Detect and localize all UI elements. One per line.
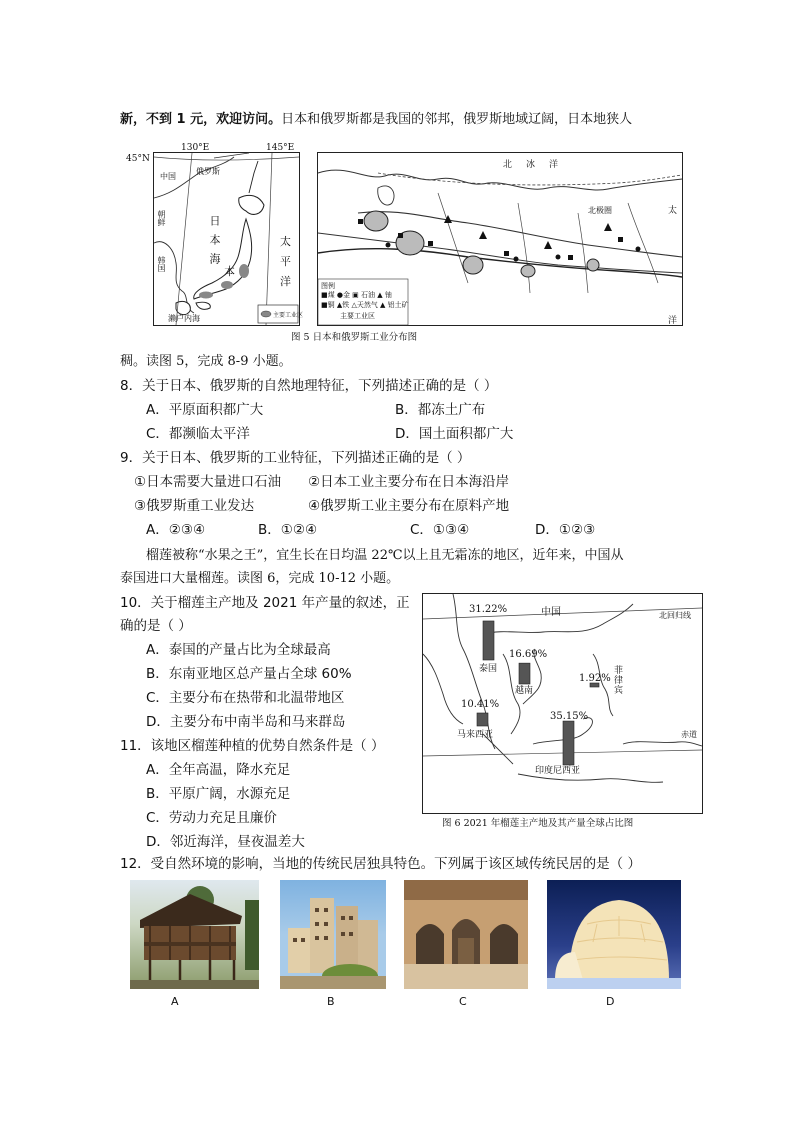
q8-option-c[interactable]: C．都濒临太平洋 — [146, 426, 250, 442]
q11-option-a[interactable]: A．全年高温，降水充足 — [146, 762, 291, 778]
label-honshu: 本 — [224, 265, 235, 278]
category-label-2: 菲 律 宾 — [614, 666, 624, 696]
intro-rest: 日本和俄罗斯都是我国的邻邦，俄罗斯地域辽阔，日本地狭人 — [281, 112, 633, 127]
value-label-0: 31.22% — [469, 604, 508, 615]
legend-title: 图例 — [321, 282, 335, 290]
q9-option-a[interactable]: A．②③④ — [146, 522, 206, 538]
label-lon2: 145°E — [266, 143, 295, 153]
label-lon1: 130°E — [181, 143, 210, 153]
label-korea1: 朝鲜 — [157, 210, 166, 226]
q8-option-b[interactable]: B．都冻土广布 — [395, 402, 486, 418]
label-equator: 赤道 — [681, 730, 697, 739]
q9-statement-4: ④俄罗斯工业主要分布在原料产地 — [308, 498, 510, 514]
label-russia: 俄罗斯 — [196, 167, 220, 176]
q10-option-a[interactable]: A．泰国的产量占比为全球最高 — [146, 642, 331, 658]
photo-a-stilt-house[interactable] — [130, 880, 259, 989]
fig6-caption: 图 6 2021 年榴莲主产地及其产量全球占比图 — [442, 818, 634, 829]
photo-a-label: A — [171, 995, 179, 1008]
category-label-4: 印度尼西亚 — [535, 766, 581, 776]
label-pacific2: 平 — [280, 255, 291, 268]
q10-option-d[interactable]: D．主要分布中南半岛和马来群岛 — [146, 714, 346, 730]
label-pacific1: 太 — [280, 235, 291, 248]
passage-line1: 榴莲被称“水果之王”，宜生长在日均温 22℃以上且无霜冻的地区，近年来，中国从 — [146, 548, 624, 563]
label-arctic: 北冰洋 — [503, 160, 573, 170]
bar-1 — [519, 663, 530, 684]
legend-row3: 主要工业区 — [340, 312, 375, 320]
q9-statement-2: ②日本工业主要分布在日本海沿岸 — [308, 474, 510, 490]
photo-c-label: C — [459, 995, 467, 1008]
intro-continued: 稠。读图 5，完成 8-9 小题。 — [120, 354, 292, 369]
q8-stem: 8．关于日本、俄罗斯的自然地理特征，下列描述正确的是（ ） — [120, 378, 498, 394]
bar-4 — [563, 721, 574, 765]
value-label-1: 16.69% — [509, 649, 548, 660]
bar-3 — [477, 713, 488, 726]
legend-row2: ■铜 ▲铁 △天然气 ▲ 铝土矿 — [321, 301, 409, 309]
label-tai: 太 — [668, 206, 678, 216]
photo-b-mud-buildings[interactable] — [280, 880, 386, 989]
q11-option-b[interactable]: B．平原广阔，水源充足 — [146, 786, 291, 802]
photo-d-label: D — [606, 995, 615, 1008]
q11-option-d[interactable]: D．邻近海洋，昼夜温差大 — [146, 834, 305, 850]
value-label-3: 10.41% — [461, 699, 500, 710]
q8-option-a[interactable]: A．平原面积都广大 — [146, 402, 264, 418]
label-korea2: 韩国 — [157, 256, 166, 272]
label-china: 中国 — [160, 172, 176, 181]
q9-option-c[interactable]: C．①③④ — [410, 522, 470, 538]
value-label-4: 35.15% — [550, 711, 589, 722]
bar-0 — [483, 621, 494, 660]
q9-stem: 9．关于日本、俄罗斯的工业特征，下列描述正确的是（ ） — [120, 450, 471, 466]
q8-option-d[interactable]: D．国土面积都广大 — [395, 426, 514, 442]
legend-row1: ■煤 ●金 ▣ 石油 ▲ 铀 — [321, 291, 392, 299]
label-pacific3: 洋 — [280, 275, 291, 288]
label-tropic: 北回归线 — [659, 611, 691, 620]
label-sea: 日本海 — [208, 215, 221, 272]
label-china: 中国 — [541, 607, 561, 618]
fig5-caption: 图 5 日本和俄罗斯工业分布图 — [291, 332, 418, 343]
passage-line2: 泰国进口大量榴莲。读图 6，完成 10-12 小题。 — [120, 571, 400, 586]
q10-option-c[interactable]: C．主要分布在热带和北温带地区 — [146, 690, 345, 706]
q9-option-d[interactable]: D．①②③ — [535, 522, 596, 538]
label-lat: 45°N — [126, 154, 150, 164]
q9-option-b[interactable]: B．①②④ — [258, 522, 318, 538]
russia-map — [317, 152, 683, 326]
photo-b-label: B — [327, 995, 335, 1008]
q10-stem-1: 10．关于榴莲主产地及 2021 年产量的叙述，正 — [120, 595, 410, 611]
q9-statement-1: ①日本需要大量进口石油 — [134, 474, 282, 490]
label-setonaikai: 濑户内海 — [168, 314, 200, 323]
japan-map — [153, 152, 304, 326]
category-label-0: 泰国 — [479, 664, 498, 674]
intro-line — [120, 108, 632, 127]
q10-option-b[interactable]: B．东南亚地区总产量占全球 60% — [146, 666, 352, 682]
intro-bold: 新，不到 1 元，欢迎访问。 — [120, 112, 282, 127]
label-arctic-circle: 北极圈 — [588, 206, 612, 215]
q9-statement-3: ③俄罗斯重工业发达 — [134, 498, 255, 514]
q11-stem: 11．该地区榴莲种植的优势自然条件是（ ） — [120, 738, 385, 754]
category-label-1: 越南 — [515, 686, 534, 696]
label-yang: 洋 — [668, 316, 678, 326]
q10-stem-2: 确的是（ ） — [120, 618, 192, 634]
q12-stem: 12．受自然环境的影响，当地的传统民居独具特色。下列属于该区域传统民居的是（ ） — [120, 856, 641, 872]
photo-d-igloo[interactable] — [547, 880, 681, 989]
durian-map — [422, 593, 703, 814]
q11-option-c[interactable]: C．劳动力充足且廉价 — [146, 810, 277, 826]
category-label-3: 马来西亚 — [457, 730, 494, 740]
legend-industrial: 主要工业区 — [273, 312, 304, 319]
photo-c-cave-dwelling[interactable] — [404, 880, 528, 989]
value-label-2: 1.92% — [579, 673, 611, 684]
